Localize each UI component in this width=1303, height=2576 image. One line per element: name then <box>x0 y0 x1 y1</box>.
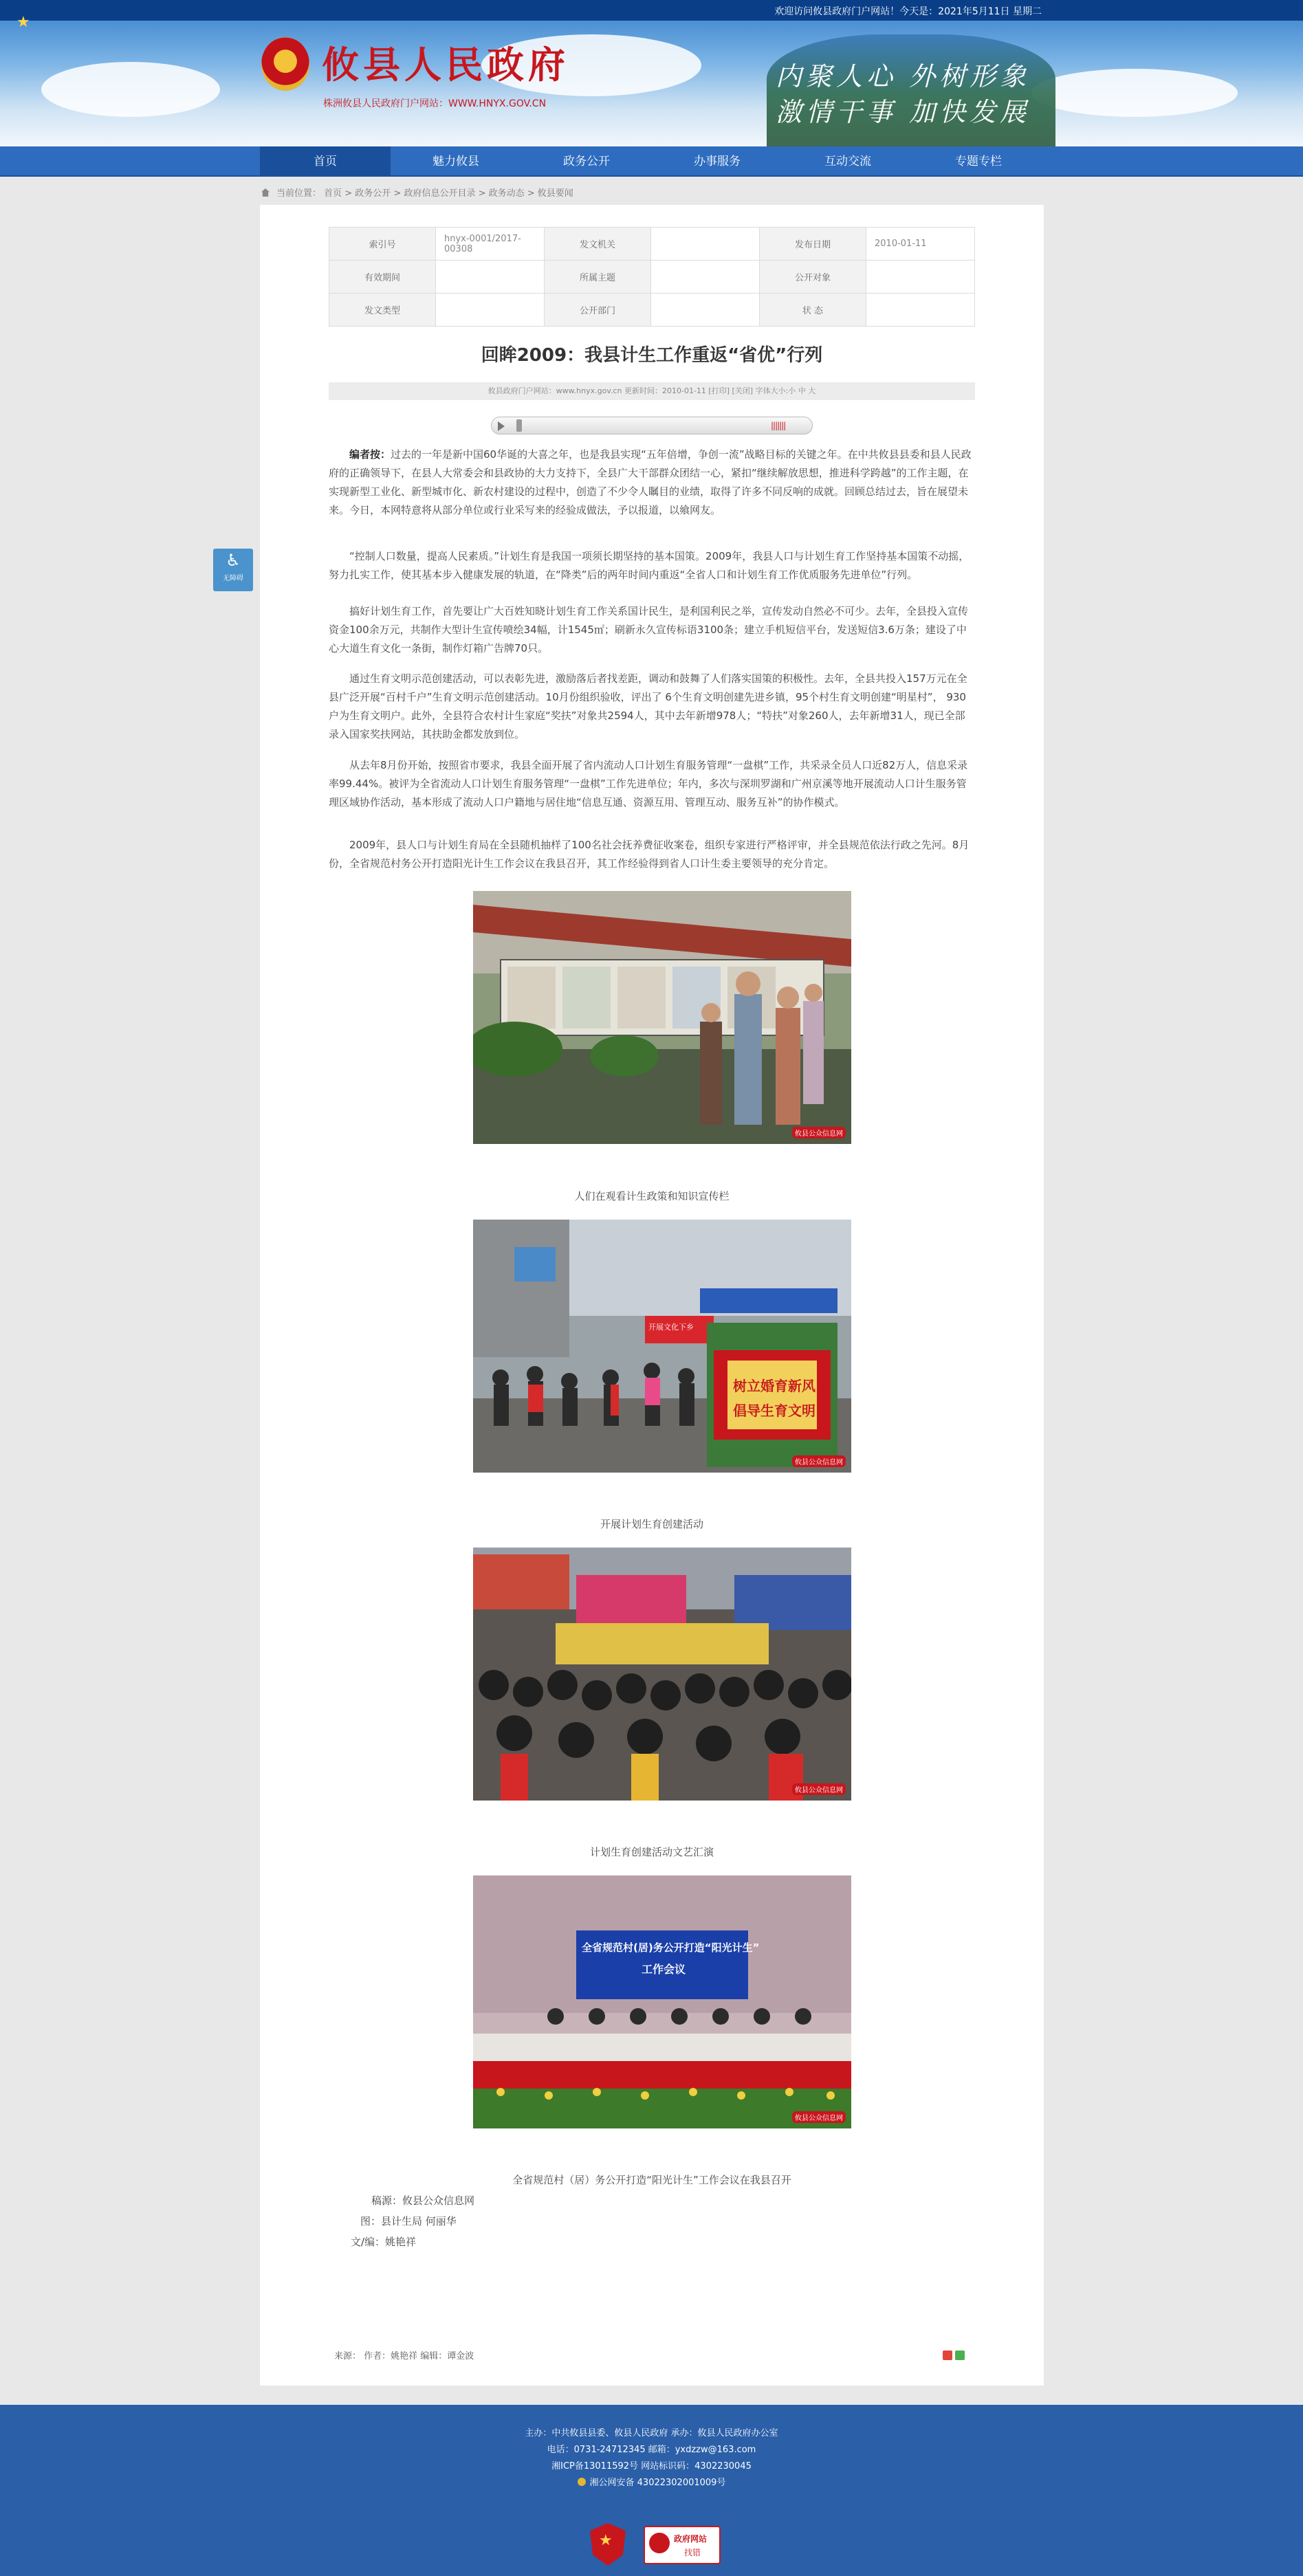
photo-banner-text: 树立婚育新风 <box>733 1378 815 1394</box>
meta-label: 发文机关 <box>545 228 651 261</box>
meta-value <box>651 294 760 327</box>
site-title[interactable]: 攸县人民政府 <box>322 43 569 87</box>
meta-value: hnyx-0001/2017-00308 <box>436 228 545 261</box>
meta-value <box>866 261 975 294</box>
national-emblem-icon[interactable] <box>261 37 309 91</box>
accessibility-button[interactable] <box>213 549 253 591</box>
police-badge-icon <box>578 2478 586 2486</box>
photo-caption: 人们在观看计生政策和知识宣传栏 <box>574 1190 730 1202</box>
paragraph: 从去年8月份开始，按照省市要求，我县全面开展了省内流动人口计划生育服务管理“一盘棋”工作，共采录全员人口近82万人，信息采录率99.44%。被评为全省流动人口计划生育服务管理“一盘棋”工作先进单位；年内，多次与深圳罗湖和广州京溪等地开展流动人口计生服务管理区域协作活动，基本形成了流动人口户籍地与居住地“信息互通、资源互用、管理互动、服务互补”的协作模式。 <box>329 759 968 808</box>
paragraph: 通过生育文明示范创建活动，可以表彰先进，激励落后者找差距，调动和鼓舞了人们落实国策的积极性。去年，全县共投入157万元在全县广泛开展“百村千户”生育文明示范创建活动。10月份组织验收，评出了 6个生育文明创建先进乡镇，95个村生育文明创建“明星村”， 930户为生育文明户。此外，全县符合农村计生家庭“奖扶”对象共2594人，其中去年新增978人；“特扶”对象260人，去年新增31人，现已全部录入国家奖扶网站，其扶助金都发放到位。 <box>329 672 967 740</box>
play-icon[interactable] <box>498 421 505 431</box>
main-nav <box>0 146 1303 177</box>
share-wechat-icon[interactable] <box>955 2351 965 2360</box>
meta-value <box>651 228 760 261</box>
meta-value <box>436 294 545 327</box>
paragraph: 2009年，县人口与计划生育局在全县随机抽样了100名社会抚养费征收案卷，组织专家进行严格评审，并全县规范依法行政之先河。8月份，全省规范村务公开打造阳光计生工作会议在我县召开，其工作经验得到省人口计生委主要领导的充分肯定。 <box>329 839 970 870</box>
slogan-line-1: 内聚人心 外树形象 <box>776 61 1031 91</box>
photo-watermark: 攸县公众信息网 <box>792 1455 846 1467</box>
article-footer-meta: 来源： 作者：姚艳祥 编辑：谭金波 <box>334 2351 474 2362</box>
volume-icon[interactable]: ||||||| <box>771 421 786 430</box>
breadcrumb-text[interactable]: 当前位置： 首页 > 政务公开 > 政府信息公开目录 > 政务动态 > 攸县要闻 <box>276 188 573 199</box>
error-report-sub: 找错 <box>684 2548 701 2557</box>
article-info-bar[interactable]: 攸县政府门户网站：www.hnyx.gov.cn 更新时间：2010-01-11 [打印] [关闭] 字体大小:小 中 大 <box>329 382 975 400</box>
photo-propaganda-board <box>473 891 851 1144</box>
photo-meeting <box>473 1875 851 2128</box>
meta-label: 索引号 <box>329 228 436 261</box>
credit-photo: 图：县计生局 何丽华 <box>360 2215 457 2227</box>
photo-banner-text: 全省规范村(居)务公开打造“阳光计生” <box>582 1941 760 1954</box>
error-report-title: 政府网站 <box>674 2534 708 2544</box>
share-weibo-icon[interactable] <box>943 2351 952 2360</box>
editor-note <box>329 445 975 520</box>
article-container <box>260 205 1044 2386</box>
cloud-decoration <box>1031 69 1238 117</box>
meta-label: 公开部门 <box>545 294 651 327</box>
photo-watermark: 攸县公众信息网 <box>792 1127 846 1138</box>
credit-text: 文/编：姚艳祥 <box>351 2236 417 2248</box>
photo-art-performance <box>473 1548 851 1801</box>
home-icon <box>261 188 270 197</box>
error-report-logo-icon <box>649 2533 670 2553</box>
meta-value <box>436 261 545 294</box>
cloud-decoration <box>41 62 220 117</box>
meta-label: 有效期间 <box>329 261 436 294</box>
badge-emblem-icon: ★ <box>599 2532 613 2549</box>
nav-item-home[interactable]: 首页 <box>260 146 391 177</box>
meta-value: 2010-01-11 <box>866 228 975 261</box>
metadata-table <box>329 227 975 327</box>
footer-contact: 电话：0731-24712345 邮箱：yxdzzw@163.com <box>547 2445 756 2455</box>
emblem-star-icon: ★ <box>17 14 30 31</box>
wheelchair-icon: ♿ <box>226 551 241 570</box>
photo-creation-activity <box>473 1220 851 1473</box>
photo-caption: 全省规范村（居）务公开打造“阳光计生”工作会议在我县召开 <box>512 2174 791 2186</box>
photo-banner-text: 工作会议 <box>642 1963 686 1976</box>
photo-watermark: 攸县公众信息网 <box>792 1783 846 1795</box>
paragraph: “控制人口数量，提高人民素质。”计划生育是我国一项须长期坚持的基本国策。2009年，我县人口与计划生育工作坚持基本国策不动摇，努力扎实工作，使其基本步入健康发展的轨道，在“降类”后的两年时间内重返“全省人口和计划生育工作优质服务先进单位”行列。 <box>329 550 970 581</box>
article-title: 回眸2009：我县计生工作重返“省优”行列 <box>481 345 823 366</box>
welcome-text: 欢迎访问攸县政府门户网站！今天是：2021年5月11日 星期二 <box>774 6 1042 17</box>
nav-item-topics[interactable]: 专题专栏 <box>955 155 1002 168</box>
photo-watermark: 攸县公众信息网 <box>792 2111 846 2123</box>
slogan-line-2: 激情干事 加快发展 <box>776 97 1031 127</box>
meta-label: 公开对象 <box>760 261 866 294</box>
photo-caption: 计划生育创建活动文艺汇演 <box>589 1846 714 1858</box>
photo-banner-text: 开展文化下乡 <box>648 1323 694 1332</box>
accessibility-label: 无障碍 <box>223 575 243 582</box>
meta-label: 发布日期 <box>760 228 866 261</box>
nav-item-charm[interactable]: 魅力攸县 <box>432 155 479 168</box>
meta-label: 发文类型 <box>329 294 436 327</box>
meta-value <box>866 294 975 327</box>
breadcrumb <box>261 186 573 199</box>
meta-value <box>651 261 760 294</box>
editor-note-label: 编者按： <box>349 448 391 461</box>
nav-item-interaction[interactable]: 互动交流 <box>824 155 871 168</box>
footer-police[interactable] <box>0 2475 1303 2488</box>
nav-item-gov-affairs[interactable]: 政务公开 <box>563 155 610 168</box>
meta-label: 所属主题 <box>545 261 651 294</box>
site-subtitle: 株洲攸县人民政府门户网站：WWW.HNYX.GOV.CN <box>323 98 547 109</box>
footer-police-text: 湘公网安备 43022302001009号 <box>589 2478 726 2488</box>
credit-source: 稿源：攸县公众信息网 <box>371 2194 475 2207</box>
audio-player[interactable] <box>491 417 813 434</box>
paragraph: 搞好计划生育工作，首先要让广大百姓知晓计划生育工作关系国计民生，是利国利民之举，宣传发动自然必不可少。去年，全县投入宣传资金100余万元，共制作大型计生宣传喷绘34幅，计1545㎡；刷新永久宣传标语3100条；建立手机短信平台，发送短信3.6万条；建设了中心大道生育文化一条街，制作灯箱广告牌70只。 <box>329 605 969 654</box>
top-bar <box>0 0 1303 21</box>
footer-sponsor: 主办：中共攸县县委、攸县人民政府 承办：攸县人民政府办公室 <box>525 2428 778 2439</box>
footer-icp[interactable]: 湘ICP备13011592号 网站标识码：4302230045 <box>551 2461 752 2472</box>
site-banner <box>0 21 1303 146</box>
nav-item-services[interactable]: 办事服务 <box>694 155 741 168</box>
progress-slider[interactable] <box>516 419 522 432</box>
photo-banner-text: 倡导生育文明 <box>733 1402 815 1419</box>
editor-note-text: 过去的一年是新中国60华诞的大喜之年，也是我县实现“五年倍增，争创一流”战略目标的关键之年。在中共攸县县委和县人民政府的正确领导下，在县人大常委会和县政协的大力支持下，全县广大干部群众团结一心，紧扣“继续解放思想，推进科学跨越”的工作主题，在实现新型工业化、新型城市化、新农村建设的过程中，创造了不少令人瞩目的业绩，取得了许多不同反响的成就。回顾总结过去，旨在展望未来。今日，本网特意将从部分单位或行业采写来的经验成做法，予以报道，以飨网友。 <box>329 448 972 516</box>
photo-caption: 开展计划生育创建活动 <box>600 1518 703 1530</box>
meta-label: 状 态 <box>760 294 866 327</box>
